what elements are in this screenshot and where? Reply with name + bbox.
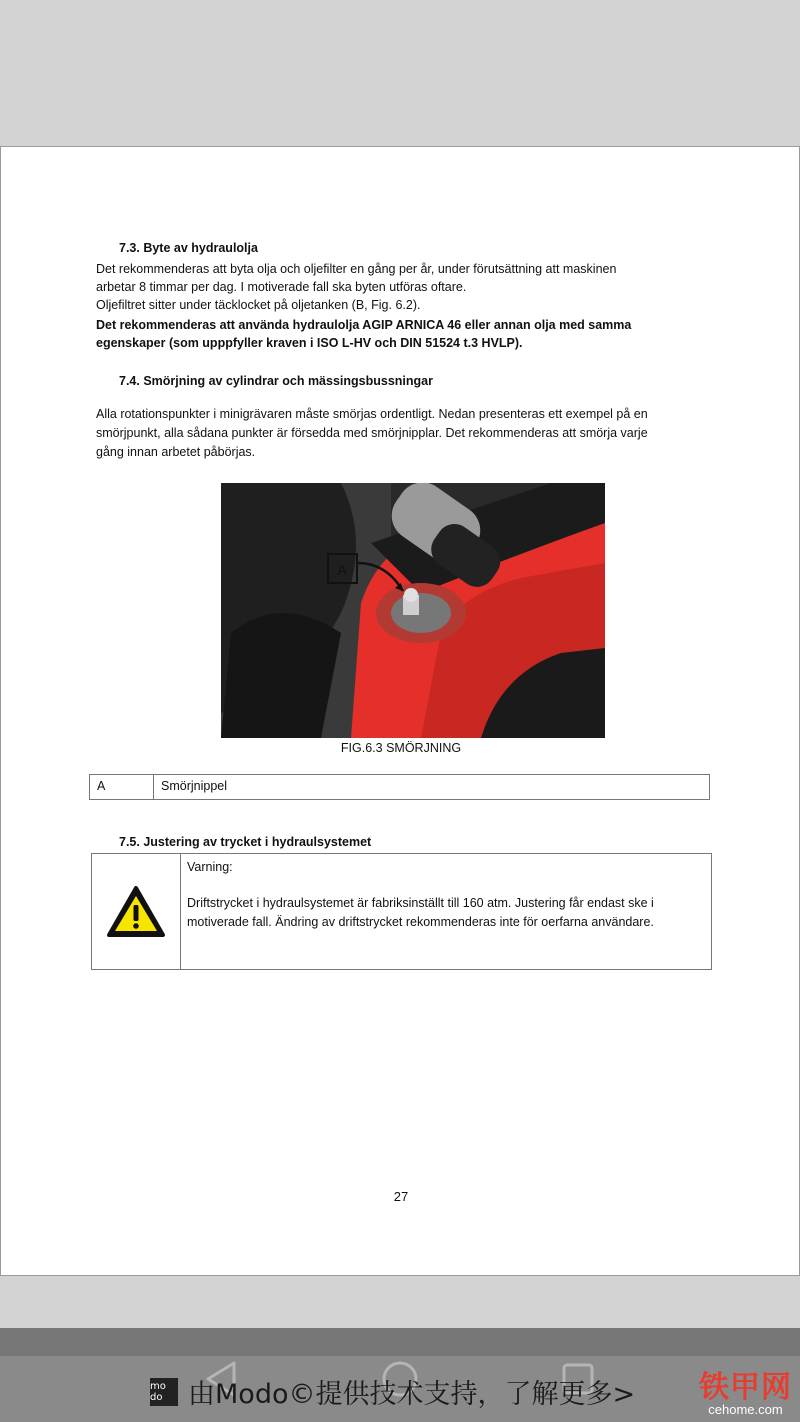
paragraph-line: arbetar 8 timmar per dag. I motiverade fall ska byten utföras oftare. xyxy=(96,280,467,294)
watermark-url: cehome.com xyxy=(708,1402,783,1417)
warning-box xyxy=(91,853,712,970)
warning-line: Driftstrycket i hydraulsystemet är fabriksinställt till 160 atm. Justering får endast ske i xyxy=(187,895,654,910)
watermark-title: 铁甲网 xyxy=(699,1370,792,1405)
section-heading-7-4: 7.4. Smörjning av cylindrar och mässingsbussningar xyxy=(119,374,433,388)
cehome-watermark xyxy=(699,1362,792,1417)
warning-icon-cell xyxy=(92,854,181,969)
legend-table xyxy=(89,774,710,800)
warning-title: Varning: xyxy=(187,860,233,874)
warning-text xyxy=(181,854,711,969)
paragraph-line: smörjpunkt, alla sådana punkter är försedda med smörjnipplar. Det rekommenderas att smörja varje xyxy=(96,426,648,440)
paragraph-bold-line: egenskaper (som upppfyller kraven i ISO L-HV och DIN 51524 t.3 HVLP). xyxy=(96,336,523,350)
brand-text: 由Modo©提供技术支持，了解更多> xyxy=(188,1379,636,1410)
paragraph-line: Alla rotationspunkter i minigrävaren måste smörjas ordentligt. Nedan presenteras ett exempel på en xyxy=(96,407,648,421)
brand-link[interactable] xyxy=(150,1372,635,1411)
paragraph-line: Det rekommenderas att byta olja och oljefilter en gång per år, under förutsättning att maskinen xyxy=(96,262,617,276)
lubrication-photo xyxy=(221,483,605,738)
page-number: 27 xyxy=(393,1189,409,1204)
warning-triangle-icon xyxy=(106,885,166,939)
document-page xyxy=(0,146,800,1276)
figure-caption: FIG.6.3 SMÖRJNING xyxy=(340,741,462,755)
section-heading-7-5: 7.5. Justering av trycket i hydraulsystemet xyxy=(119,835,372,849)
warning-line: motiverade fall. Ändring av driftstrycket rekommenderas inte för oerfarna användare. xyxy=(187,915,654,929)
nav-strip xyxy=(0,1328,800,1356)
paragraph-line: gång innan arbetet påbörjas. xyxy=(96,445,256,459)
modo-logo-icon: mo do xyxy=(150,1378,178,1406)
section-heading-7-3: 7.3. Byte av hydraulolja xyxy=(119,241,258,255)
legend-key: A xyxy=(90,775,154,799)
paragraph-line: Oljefiltret sitter under täcklocket på oljetanken (B, Fig. 6.2). xyxy=(96,298,421,312)
photo-marker-label: A xyxy=(337,562,347,578)
legend-value: Smörjnippel xyxy=(161,779,228,793)
paragraph-bold-line: Det rekommenderas att använda hydraulolja AGIP ARNICA 46 eller annan olja med samma xyxy=(96,318,632,332)
